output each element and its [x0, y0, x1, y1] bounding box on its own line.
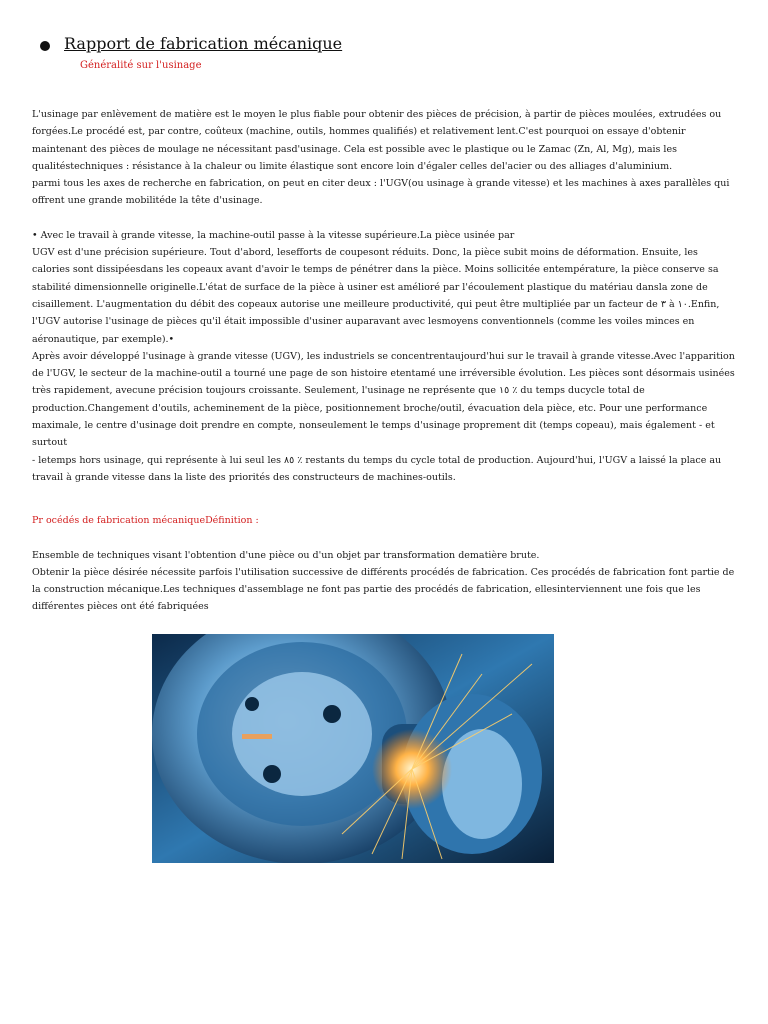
ugv-paragraph-2: UGV est d'une précision supérieure. Tout d'abord, lesefforts de coupesont réduits. Donc, la pièce subit moins de déformation. Ensuite, les calories sont dissipéesdans les copeaux avant d'avoir le temps de pénétrer dans la pièce. Moins sollicitée entempérature, la pièce conserve sa stabilité dimensionnelle originelle.L'état de surface de la pièce à usiner est amélioré par l'écoulement plastique du matériau dansla zone de cisaillement. L'augmentation du débit des copeaux autorise une meilleure productivité, qui peut être multipliée par un facteur de ٣ à ١٠.Enfin, l'UGV autorise l'usinage de pièces qu'il était impossible d'usiner auparavant avec lesmoyens conventionnels (comme les voiles minces en aéronautique, par exemple).•: [32, 247, 720, 345]
ugv-paragraph-1: • Avec le travail à grande vitesse, la machine-outil passe à la vitesse supérieure.La pièce usinée par: [32, 229, 515, 241]
section-heading: Pr océdés de fabrication mécaniqueDéfinition :: [32, 515, 259, 527]
document-body: [32, 106, 736, 616]
definition-paragraph-1: Ensemble de techniques visant l'obtention d'une pièce ou d'un objet par transformation dematière brute.: [32, 549, 540, 561]
title-row: [40, 34, 342, 53]
definition-paragraph-2: Obtenir la pièce désirée nécessite parfois l'utilisation successive de différents procédés de fabrication. Ces procédés de fabrication font partie de la construction mécanique.Les techniques d'assemblage ne font pas partie des procédés de fabrication, ellesinterviennent une fois que les différentes pièces ont été fabriquées: [32, 566, 735, 613]
subtitle: Généralité sur l'usinage: [80, 60, 202, 71]
ugv-paragraph-3: Après avoir développé l'usinage à grande vitesse (UGV), les industriels se concentrentaujourd'hui sur le travail à grande vitesse.Avec l'apparition de l'UGV, le secteur de la machine-outil a tourné une page de son histoire etentamé une irréversible évolution. Les pièces sont désormais usinées très rapidement, avecune précision toujours croissante. Seulement, l'usinage ne représente que ١٥ ٪ du temps ducycle total de production.Changement d'outils, acheminement de la pièce, positionnement broche/outil, évacuation dela pièce, etc. Pour une performance maximale, le centre d'usinage doit prendre en compte, nonseulement le temps d'usinage proprement dit (temps copeau), mais également - et surtout: [32, 350, 735, 449]
intro-paragraph-1: L'usinage par enlèvement de matière est le moyen le plus fiable pour obtenir des pièces de précision, à partir de pièces moulées, extrudées ou forgées.Le procédé est, par contre, coûteux (machine, outils, hommes qualifiés) et relativement lent.C'est pourquoi on essaye d'obtenir maintenant des pièces de moulage ne nécessitant pasd'usinage. Cela est possible avec le plastique ou le Zamac (Zn, Al, Mg), mais les qualitéstechniques : résistance à la chaleur ou limite élastique sont encore loin d'égaler celles del'acier ou des alliages d'aluminium.: [32, 109, 722, 172]
document-title: Rapport de fabrication mécanique: [64, 34, 343, 53]
machining-photo: [152, 634, 554, 863]
intro-paragraph-2: parmi tous les axes de recherche en fabrication, on peut en citer deux : l'UGV(ou usinage à grande vitesse) et les machines à axes parallèles qui offrent une grande mobilitéde la tête d'usinage.: [32, 178, 730, 207]
ugv-paragraph-4: - letemps hors usinage, qui représente à lui seul les ٨٥ ٪ restants du temps du cycle total de production. Aujourd'hui, l'UGV a laissé la place au travail à grande vitesse dans la liste des priorités des constructeurs de machines-outils.: [32, 454, 722, 483]
bullet-icon: [40, 41, 50, 51]
